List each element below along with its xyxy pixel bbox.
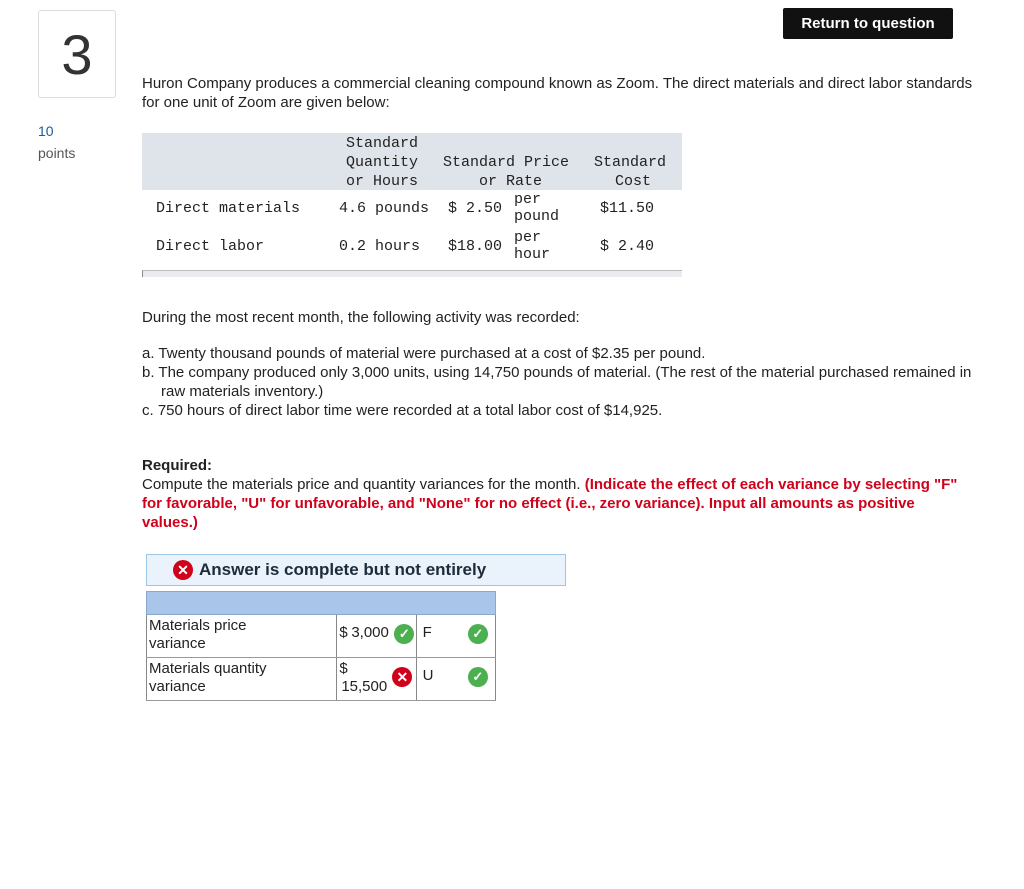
- header-quantity-1: Standard: [346, 135, 419, 152]
- row-price: $ 2.50: [448, 200, 503, 217]
- dollar-sign: $: [339, 624, 348, 641]
- header-cost-2: Cost: [615, 173, 652, 190]
- activity-intro: During the most recent month, the following activity was recorded:: [142, 309, 580, 326]
- question-number-box: [38, 10, 116, 98]
- header-quantity-3: or Hours: [346, 173, 419, 190]
- required-section: [142, 456, 962, 532]
- answer-label-line2: variance: [149, 678, 206, 695]
- question-intro: Huron Company produces a commercial cleaning compound known as Zoom. The direct materials and direct labor standards for one unit of Zoom are given below:: [142, 75, 973, 111]
- required-text: Compute the materials price and quantity variances for the month.: [142, 476, 581, 493]
- answer-label-line2: variance: [149, 635, 206, 652]
- standards-table-footer: [142, 270, 682, 277]
- answer-label-line1: Materials quantity: [149, 660, 267, 677]
- row-unit-2: hour: [514, 246, 551, 263]
- effect-value: U: [422, 667, 434, 684]
- row-unit-1: per: [514, 229, 542, 246]
- row-unit-1: per: [514, 191, 542, 208]
- row-unit-2: pound: [514, 208, 560, 225]
- answer-table-header: [147, 592, 496, 615]
- standards-table: [142, 133, 682, 277]
- return-to-question-button[interactable]: Return to question: [783, 8, 953, 39]
- answer-label: [147, 658, 337, 701]
- check-circle-icon: ✓: [468, 624, 488, 644]
- required-title: Required:: [142, 457, 213, 474]
- activity-section: [142, 308, 972, 420]
- effect-value: F: [422, 624, 432, 641]
- answer-row-quantity-variance: [147, 658, 496, 701]
- answer-status-banner: [146, 554, 566, 586]
- header-cost-1: Standard: [594, 154, 667, 171]
- x-circle-icon: ✕: [173, 560, 193, 580]
- question-number: 3: [61, 22, 93, 86]
- standards-table-header: [142, 133, 682, 190]
- dollar-sign: $: [339, 660, 348, 677]
- row-quantity: 4.6 pounds: [339, 200, 430, 217]
- standards-row-labor: [142, 228, 682, 266]
- required-instruction: (Indicate the effect of each variance by selecting "F" for favorable, "U" for unfavorable, and "None" for no effect (i.e., zero variance). Input all amounts as positive values.): [142, 476, 958, 531]
- row-cost: $11.50: [600, 200, 655, 217]
- check-circle-icon: ✓: [394, 624, 414, 644]
- amount-input[interactable]: [337, 658, 416, 701]
- header-price-1: Standard Price: [443, 154, 570, 171]
- x-circle-icon: ✕: [392, 667, 412, 687]
- amount-value: 3,000: [351, 624, 389, 641]
- header-price-2: or Rate: [479, 173, 543, 190]
- effect-select[interactable]: [416, 658, 456, 701]
- answer-table: [146, 591, 496, 701]
- row-cost: $ 2.40: [600, 238, 655, 255]
- answer-header-cell: [147, 592, 496, 615]
- answer-row-price-variance: [147, 615, 496, 658]
- answer-label-line1: Materials price: [149, 617, 247, 634]
- row-price: $18.00: [448, 238, 503, 255]
- standards-row-materials: [142, 190, 682, 228]
- amount-input[interactable]: [337, 615, 416, 658]
- amount-value: 15,500: [341, 678, 388, 695]
- answer-status-text: Answer is complete but not entirely: [199, 560, 487, 579]
- check-circle-icon: ✓: [468, 667, 488, 687]
- activity-item-c: c. 750 hours of direct labor time were recorded at a total labor cost of $14,925.: [142, 402, 663, 419]
- points-value: 10: [38, 123, 54, 139]
- header-quantity-2: Quantity: [346, 154, 419, 171]
- row-quantity: 0.2 hours: [339, 238, 421, 255]
- row-label: Direct materials: [156, 200, 301, 217]
- row-label: Direct labor: [156, 238, 265, 255]
- answer-label: [147, 615, 337, 658]
- effect-status: [456, 615, 496, 658]
- effect-status: [456, 658, 496, 701]
- effect-select[interactable]: [416, 615, 456, 658]
- activity-item-a: a. Twenty thousand pounds of material were purchased at a cost of $2.35 per pound.: [142, 345, 706, 362]
- activity-item-b: b. The company produced only 3,000 units, using 14,750 pounds of material. (The rest of the material purchased remained in raw materials inventory.): [142, 364, 972, 400]
- points-label: points: [38, 145, 76, 161]
